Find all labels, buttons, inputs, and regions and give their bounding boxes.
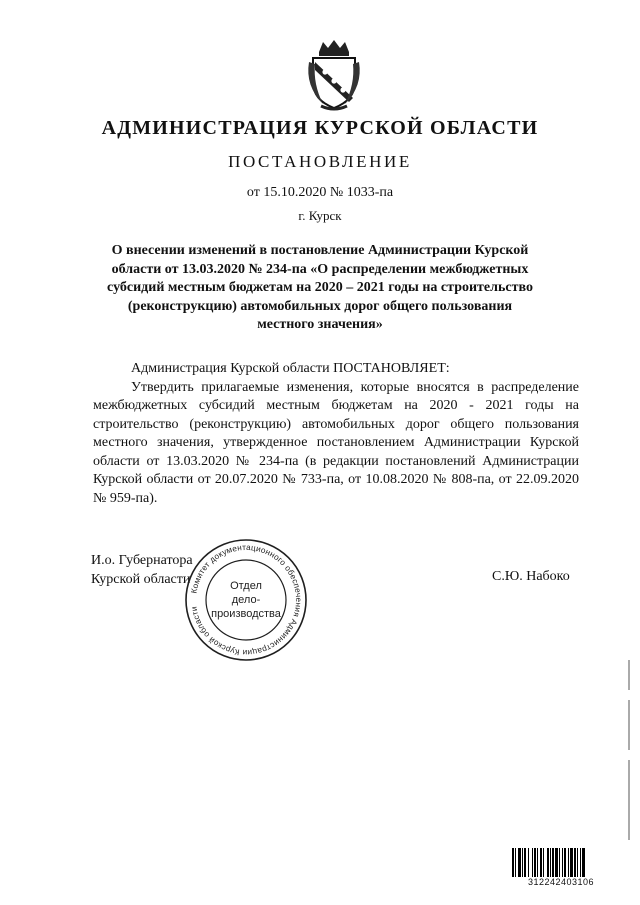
subject-line: О внесении изменений в постановление Администрации Курской <box>111 243 529 258</box>
barcode-bar <box>550 848 551 878</box>
scan-edge-mark <box>627 660 631 840</box>
document-subject <box>96 242 544 335</box>
barcode-bar <box>524 848 526 878</box>
barcode-bar <box>577 848 578 878</box>
barcode-bar <box>522 848 523 878</box>
signatory-position-line: И.о. Губернатора <box>91 553 193 568</box>
barcode-bar <box>515 848 516 878</box>
stamp-ring-text: Комитет документационного обеспечения Администрации Курской области <box>189 542 304 658</box>
stamp-center-text: Отдел <box>230 580 262 592</box>
barcode-bar <box>543 848 544 878</box>
barcode-bar <box>555 848 558 878</box>
barcode-bar <box>537 848 538 878</box>
barcode-bar <box>528 848 529 878</box>
signatory-position-line: Курской области <box>91 572 191 587</box>
document-body <box>93 360 579 508</box>
subject-line: области от 13.03.2020 № 234-па «О распределении межбюджетных <box>111 261 529 277</box>
organization-title: АДМИНИСТРАЦИЯ КУРСКОЙ ОБЛАСТИ <box>101 117 539 139</box>
barcode-bar <box>582 848 585 878</box>
barcode-bar <box>568 848 569 878</box>
barcode-bar <box>574 848 576 878</box>
barcode-number: 312242403106 <box>512 877 610 887</box>
document-date-number: от 15.10.2020 № 1033-па <box>246 185 394 200</box>
barcode-bar <box>534 848 536 878</box>
barcode-bar <box>564 848 566 878</box>
round-stamp-icon <box>183 537 309 663</box>
barcode-bar <box>532 848 533 878</box>
resolution-paragraph: Утвердить прилагаемые изменения, которые вносятся в распределение межбюджетных субсидий местным бюджетам на 2020 - 2021 годы на строительство (реконструкцию) автомобильных дорог общего пользования местного значения, утвержденное постановлением Администрации Курской области от 13.03.2020 № 234-па (в редакции постановлений Администрации Курской области от 20.07.2020 № 733-па, от 10.08.2020 № 808-па, от 22.09.2020 № 959-па). <box>93 379 579 506</box>
subject-line: субсидий местным бюджетам на 2020 – 2021 годы на строительство <box>107 280 533 295</box>
barcode-bar <box>547 848 549 878</box>
barcode-bar <box>512 848 514 878</box>
document-city: г. Курск <box>298 208 342 223</box>
subject-line: местного значения» <box>257 317 383 332</box>
subject-line: (реконструкцию) автомобильных дорог общего пользования <box>127 298 513 314</box>
barcode-bar <box>580 848 581 878</box>
signatory-name: С.Ю. Набоко <box>492 569 570 584</box>
document-type: ПОСТАНОВЛЕНИЕ <box>228 152 412 171</box>
stamp-center-text: дело- <box>231 594 261 606</box>
barcode-bar <box>562 848 563 878</box>
resolution-intro: Администрация Курской области ПОСТАНОВЛЯЕТ: <box>131 361 450 376</box>
coat-of-arms-icon <box>305 38 363 112</box>
barcode-bar <box>552 848 554 878</box>
stamp-center-text: производства <box>211 608 281 620</box>
barcode-bar <box>518 848 521 878</box>
barcode-bar <box>570 848 573 878</box>
barcode-bar <box>540 848 542 878</box>
barcode-bar <box>559 848 560 878</box>
signatory-position <box>91 551 193 589</box>
